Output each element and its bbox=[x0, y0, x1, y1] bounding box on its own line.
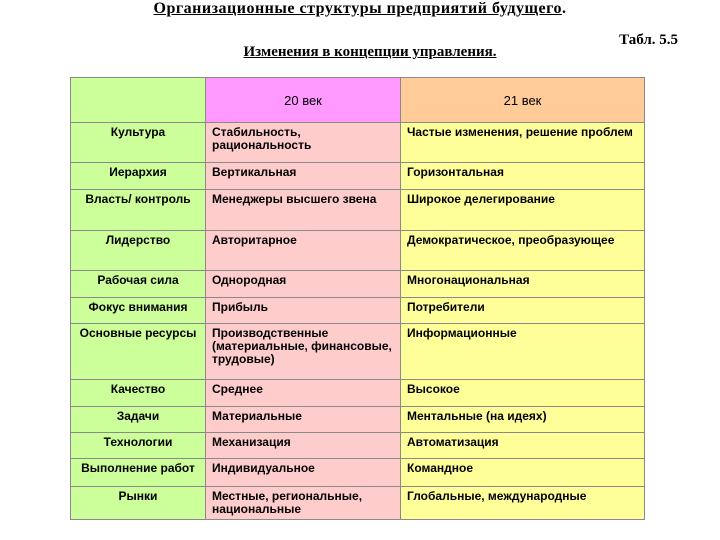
cell-21st-century: Широкое делегирование bbox=[401, 190, 645, 231]
table-subtitle: Изменения в концепции управления. bbox=[243, 44, 497, 60]
table-label: Табл. 5.5 bbox=[619, 32, 678, 48]
cell-21st-century: Ментальные (на идеях) bbox=[401, 407, 645, 433]
cell-20th-century: Местные, региональные, национальные bbox=[206, 487, 401, 520]
table-row bbox=[71, 459, 645, 487]
cell-21st-century: Командное bbox=[401, 459, 645, 487]
row-label: Задачи bbox=[71, 407, 206, 433]
table-row bbox=[71, 271, 645, 298]
cell-20th-century: Индивидуальное bbox=[206, 459, 401, 487]
cell-20th-century: Механизация bbox=[206, 433, 401, 459]
header-cell-21st-century: 21 век bbox=[401, 78, 645, 123]
table-header-row bbox=[71, 78, 645, 123]
cell-20th-century: Стабильность, рациональность bbox=[206, 123, 401, 163]
table-row bbox=[71, 163, 645, 190]
cell-20th-century: Материальные bbox=[206, 407, 401, 433]
row-label: Иерархия bbox=[71, 163, 206, 190]
table-row bbox=[71, 433, 645, 459]
cell-21st-century: Высокое bbox=[401, 380, 645, 407]
row-label: Фокус внимания bbox=[71, 298, 206, 324]
row-label: Качество bbox=[71, 380, 206, 407]
cell-20th-century: Однородная bbox=[206, 271, 401, 298]
page-title-text: Организационные структуры предприятий будущего bbox=[153, 0, 562, 17]
cell-20th-century: Производственные (материальные, финансовые, трудовые) bbox=[206, 324, 401, 380]
table-row bbox=[71, 407, 645, 433]
cell-21st-century: Глобальные, международные bbox=[401, 487, 645, 520]
header-cell-20th-century: 20 век bbox=[206, 78, 401, 123]
row-label: Основные ресурсы bbox=[71, 324, 206, 380]
row-label: Технологии bbox=[71, 433, 206, 459]
table-row bbox=[71, 298, 645, 324]
cell-20th-century: Среднее bbox=[206, 380, 401, 407]
row-label: Лидерство bbox=[71, 231, 206, 271]
cell-20th-century: Прибыль bbox=[206, 298, 401, 324]
table-row bbox=[71, 487, 645, 520]
row-label: Власть/ контроль bbox=[71, 190, 206, 231]
table-row bbox=[71, 123, 645, 163]
row-label: Выполнение работ bbox=[71, 459, 206, 487]
row-label: Культура bbox=[71, 123, 206, 163]
cell-21st-century: Демократическое, преобразующее bbox=[401, 231, 645, 271]
cell-20th-century: Авторитарное bbox=[206, 231, 401, 271]
cell-21st-century: Многонациональная bbox=[401, 271, 645, 298]
page-title bbox=[0, 0, 720, 18]
table-row bbox=[71, 324, 645, 380]
row-label: Рабочая сила bbox=[71, 271, 206, 298]
row-label: Рынки bbox=[71, 487, 206, 520]
cell-21st-century: Потребители bbox=[401, 298, 645, 324]
table-row bbox=[71, 231, 645, 271]
cell-21st-century: Информационные bbox=[401, 324, 645, 380]
header-cell-aspect bbox=[71, 78, 206, 123]
table-row bbox=[71, 380, 645, 407]
comparison-table bbox=[70, 77, 645, 520]
cell-20th-century: Менеджеры высшего звена bbox=[206, 190, 401, 231]
table-row bbox=[71, 190, 645, 231]
cell-21st-century: Автоматизация bbox=[401, 433, 645, 459]
cell-21st-century: Частые изменения, решение проблем bbox=[401, 123, 645, 163]
cell-20th-century: Вертикальная bbox=[206, 163, 401, 190]
cell-21st-century: Горизонтальная bbox=[401, 163, 645, 190]
page-title-suffix: . bbox=[561, 0, 567, 17]
